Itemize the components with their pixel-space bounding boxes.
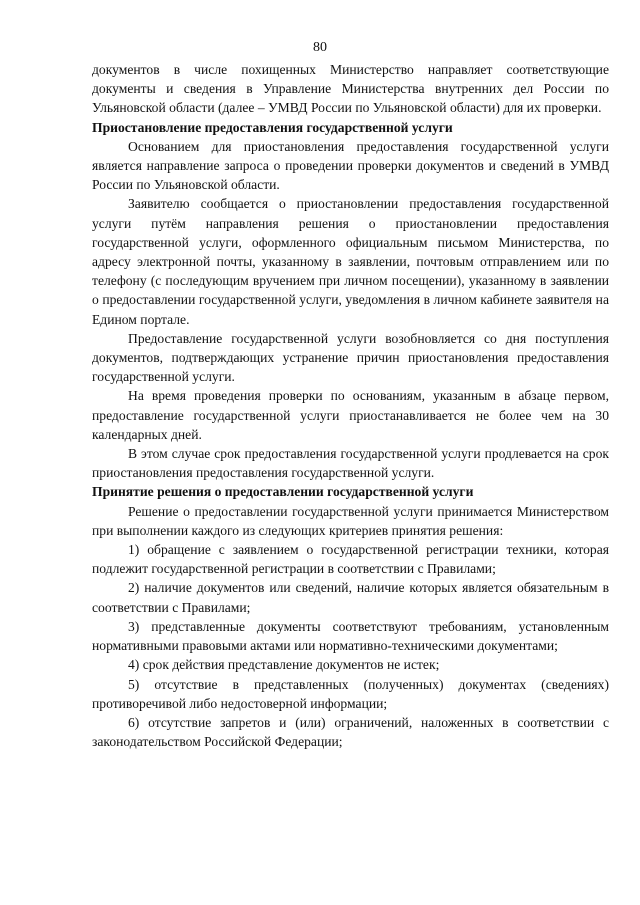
- body-paragraph: Заявителю сообщается о приостановлении предоставления государственной услуги путём направления решения о приостановлении предоставления государственной услуги, оформленного официальным письмом Министерства, по адресу электронной почты, указанному в заявлении, почтовым отправлением или по телефону (с последующим вручением при личном посещении), указанному в заявлении о предоставлении государственной услуги, уведомления в личном кабинете заявителя на Едином портале.: [92, 196, 609, 327]
- criteria-item: 1) обращение с заявлением о государственной регистрации техники, которая подлежит государственной регистрации в соответствии с Правилами;: [92, 542, 609, 577]
- intro-paragraph: документов в числе похищенных Министерство направляет соответствующие документы и сведения в Управление Министерства внутренних дел России по Ульяновской области (далее – УМВД России по Ульяновской области) для их проверки.: [92, 62, 609, 116]
- page-number: 80: [313, 40, 327, 55]
- criteria-item: 6) отсутствие запретов и (или) ограничений, наложенных в соответствии с законодательством Российской Федерации;: [92, 714, 609, 750]
- body-paragraph: Предоставление государственной услуги возобновляется со дня поступления документов, подтверждающих устранение причин приостановления предоставления государственной услуги.: [92, 330, 609, 385]
- section-heading-decision: Принятие решения о предоставлении государственной услуги: [92, 484, 474, 500]
- body-paragraph: На время проведения проверки по основаниям, указанным в абзаце первом, предоставление государственной услуги приостанавливается не более чем на 30 календарных дней.: [92, 388, 609, 442]
- body-paragraph: Основанием для приостановления предоставления государственной услуги является направление запроса о проведении проверки документов и сведений в УМВД России по Ульяновской области.: [92, 138, 609, 193]
- document-body: [92, 60, 609, 751]
- body-paragraph: В этом случае срок предоставления государственной услуги продлевается на срок приостановления предоставления государственной услуги.: [92, 446, 609, 481]
- criteria-item: 5) отсутствие в представленных (полученных) документах (сведениях) противоречивой либо недостоверной информации;: [92, 676, 609, 711]
- criteria-item: 2) наличие документов или сведений, наличие которых является обязательным в соответствии с Правилами;: [92, 580, 609, 615]
- criteria-item: 4) срок действия представление документов не истек;: [128, 657, 440, 673]
- body-paragraph: Решение о предоставлении государственной услуги принимается Министерством при выполнении каждого из следующих критериев принятия решения:: [92, 503, 609, 538]
- criteria-item: 3) представленные документы соответствуют требованиям, установленным нормативными правовыми актами или нормативно-техническими документами;: [92, 618, 609, 654]
- section-heading-suspension: Приостановление предоставления государственной услуги: [92, 119, 453, 135]
